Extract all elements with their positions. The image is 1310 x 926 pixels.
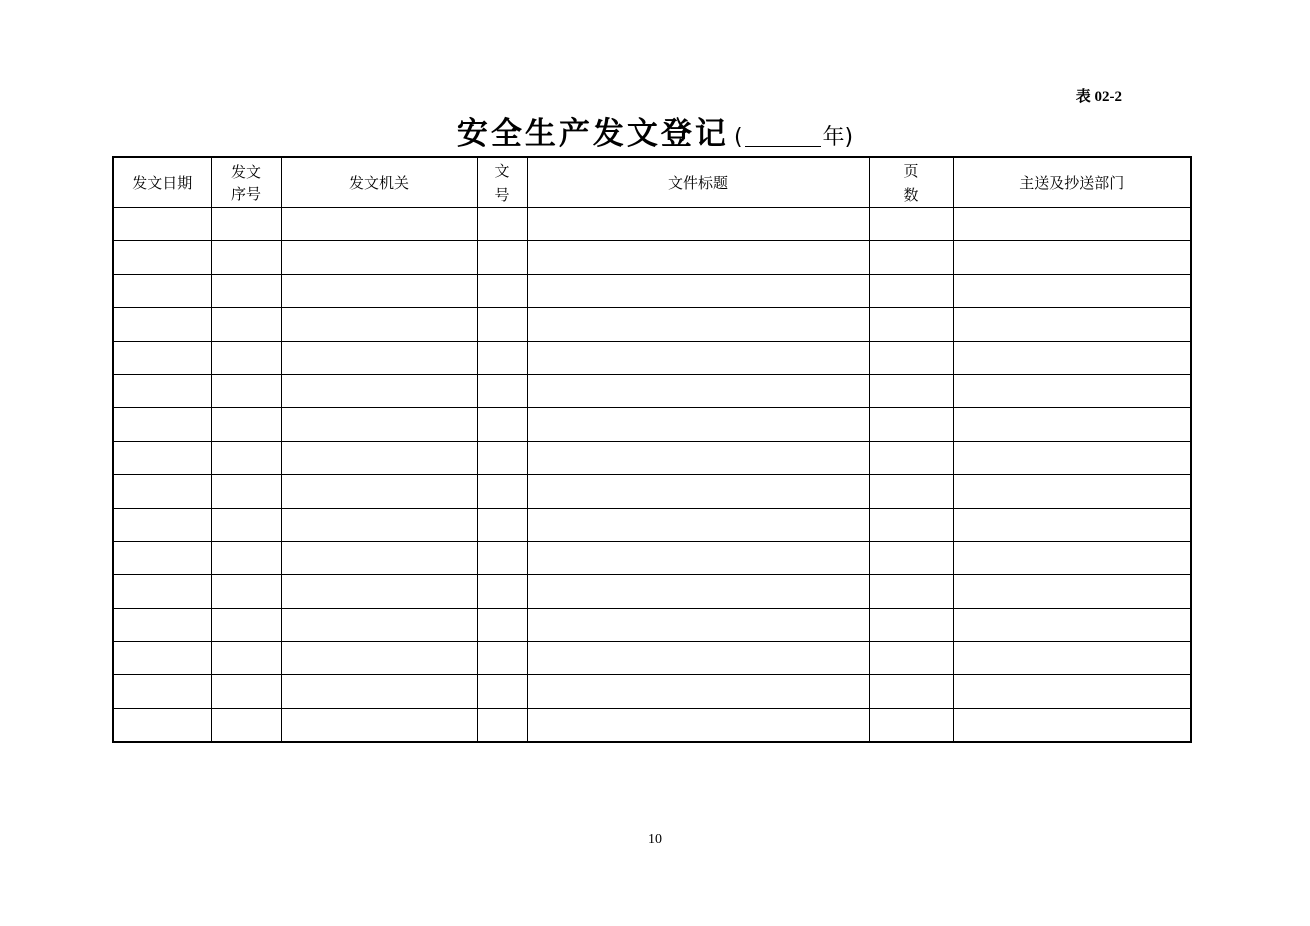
cell-recipients[interactable] [953,575,1191,608]
cell-recipients[interactable] [953,208,1191,241]
table-row [113,541,1191,574]
cell-seq[interactable] [211,708,281,742]
header-doc-title [527,157,869,208]
cell-issuer[interactable] [281,441,477,474]
cell-doc-no[interactable] [477,575,527,608]
cell-doc-title[interactable] [527,508,869,541]
header-date-label: 发文日期 [132,173,193,192]
table-row [113,408,1191,441]
table-row [113,508,1191,541]
cell-doc-no[interactable] [477,241,527,274]
cell-pages[interactable] [869,675,953,708]
cell-doc-no[interactable] [477,441,527,474]
cell-seq[interactable] [211,408,281,441]
cell-date[interactable] [113,708,211,742]
cell-doc-title[interactable] [527,241,869,274]
year-blank-field[interactable] [745,124,821,147]
cell-seq[interactable] [211,208,281,241]
cell-doc-no[interactable] [477,274,527,307]
header-seq [211,157,281,208]
cell-recipients[interactable] [953,441,1191,474]
cell-seq[interactable] [211,608,281,641]
cell-pages[interactable] [869,508,953,541]
cell-recipients[interactable] [953,374,1191,407]
cell-doc-title[interactable] [527,408,869,441]
header-issuer [281,157,477,208]
cell-recipients[interactable] [953,708,1191,742]
cell-date[interactable] [113,608,211,641]
header-recipients [953,157,1191,208]
header-seq-label: 发文序号 [230,162,261,203]
form-code: 表 02-2 [1075,89,1122,105]
header-doc-no [477,157,527,208]
cell-recipients[interactable] [953,675,1191,708]
cell-date[interactable] [113,508,211,541]
cell-issuer[interactable] [281,341,477,374]
cell-doc-no[interactable] [477,642,527,675]
cell-doc-title[interactable] [527,274,869,307]
cell-recipients[interactable] [953,408,1191,441]
cell-seq[interactable] [211,241,281,274]
cell-doc-no[interactable] [477,675,527,708]
cell-doc-title[interactable] [527,575,869,608]
cell-doc-no[interactable] [477,475,527,508]
header-pages-label: 页数 [903,161,919,204]
cell-doc-title[interactable] [527,541,869,574]
cell-doc-title[interactable] [527,341,869,374]
cell-pages[interactable] [869,608,953,641]
cell-recipients[interactable] [953,608,1191,641]
table-row [113,241,1191,274]
cell-issuer[interactable] [281,374,477,407]
cell-recipients[interactable] [953,274,1191,307]
cell-issuer[interactable] [281,541,477,574]
cell-date[interactable] [113,541,211,574]
cell-doc-no[interactable] [477,341,527,374]
dispatch-register-table [112,156,1192,743]
cell-recipients[interactable] [953,341,1191,374]
cell-seq[interactable] [211,475,281,508]
cell-doc-no[interactable] [477,408,527,441]
cell-date[interactable] [113,575,211,608]
title-year-suffix: 年) [822,125,854,150]
table-row [113,708,1191,742]
cell-issuer[interactable] [281,608,477,641]
cell-pages[interactable] [869,208,953,241]
table-row [113,642,1191,675]
cell-date[interactable] [113,241,211,274]
cell-seq[interactable] [211,675,281,708]
cell-pages[interactable] [869,642,953,675]
cell-seq[interactable] [211,308,281,341]
cell-seq[interactable] [211,508,281,541]
cell-seq[interactable] [211,374,281,407]
cell-doc-title[interactable] [527,708,869,742]
cell-pages[interactable] [869,575,953,608]
cell-seq[interactable] [211,575,281,608]
cell-pages[interactable] [869,475,953,508]
cell-seq[interactable] [211,541,281,574]
title-main: 安全生产发文登记 [456,116,729,152]
table-row [113,675,1191,708]
cell-date[interactable] [113,475,211,508]
cell-doc-title[interactable] [527,642,869,675]
cell-issuer[interactable] [281,475,477,508]
cell-date[interactable] [113,308,211,341]
cell-doc-no[interactable] [477,541,527,574]
table-row [113,374,1191,407]
cell-issuer[interactable] [281,675,477,708]
cell-doc-no[interactable] [477,608,527,641]
header-doc-title-label: 文件标题 [667,173,728,192]
cell-recipients[interactable] [953,475,1191,508]
cell-doc-title[interactable] [527,475,869,508]
cell-doc-no[interactable] [477,508,527,541]
cell-issuer[interactable] [281,575,477,608]
cell-recipients[interactable] [953,241,1191,274]
cell-date[interactable] [113,341,211,374]
cell-seq[interactable] [211,642,281,675]
table-row [113,475,1191,508]
cell-issuer[interactable] [281,508,477,541]
title-open-paren: ( [733,125,743,150]
cell-date[interactable] [113,642,211,675]
cell-pages[interactable] [869,408,953,441]
table-row [113,208,1191,241]
cell-issuer[interactable] [281,274,477,307]
cell-date[interactable] [113,408,211,441]
cell-date[interactable] [113,208,211,241]
cell-doc-title[interactable] [527,608,869,641]
cell-pages[interactable] [869,341,953,374]
cell-seq[interactable] [211,441,281,474]
cell-date[interactable] [113,374,211,407]
register-body [113,208,1191,743]
cell-recipients[interactable] [953,308,1191,341]
table-row [113,341,1191,374]
cell-issuer[interactable] [281,642,477,675]
page-number: 10 [648,832,662,847]
cell-pages[interactable] [869,274,953,307]
header-issuer-label: 发文机关 [348,173,409,192]
cell-seq[interactable] [211,274,281,307]
cell-issuer[interactable] [281,708,477,742]
header-row [113,157,1191,208]
cell-doc-no[interactable] [477,308,527,341]
table-row [113,308,1191,341]
cell-issuer[interactable] [281,408,477,441]
cell-doc-title[interactable] [527,441,869,474]
cell-pages[interactable] [869,374,953,407]
cell-issuer[interactable] [281,208,477,241]
cell-pages[interactable] [869,241,953,274]
document-title [0,108,1310,153]
header-pages [869,157,953,208]
cell-issuer[interactable] [281,241,477,274]
table-row [113,441,1191,474]
cell-pages[interactable] [869,708,953,742]
cell-date[interactable] [113,675,211,708]
table-row [113,575,1191,608]
cell-recipients[interactable] [953,642,1191,675]
cell-date[interactable] [113,441,211,474]
cell-doc-title[interactable] [527,308,869,341]
cell-pages[interactable] [869,308,953,341]
table-row [113,608,1191,641]
cell-doc-title[interactable] [527,374,869,407]
header-recipients-label: 主送及抄送部门 [1019,173,1125,192]
header-doc-no-label: 文号 [494,161,510,204]
cell-doc-no[interactable] [477,208,527,241]
cell-date[interactable] [113,274,211,307]
cell-doc-title[interactable] [527,208,869,241]
header-date [113,157,211,208]
cell-doc-no[interactable] [477,708,527,742]
cell-recipients[interactable] [953,541,1191,574]
cell-seq[interactable] [211,341,281,374]
cell-doc-title[interactable] [527,675,869,708]
cell-doc-no[interactable] [477,374,527,407]
table-row [113,274,1191,307]
cell-issuer[interactable] [281,308,477,341]
cell-recipients[interactable] [953,508,1191,541]
cell-pages[interactable] [869,441,953,474]
cell-pages[interactable] [869,541,953,574]
